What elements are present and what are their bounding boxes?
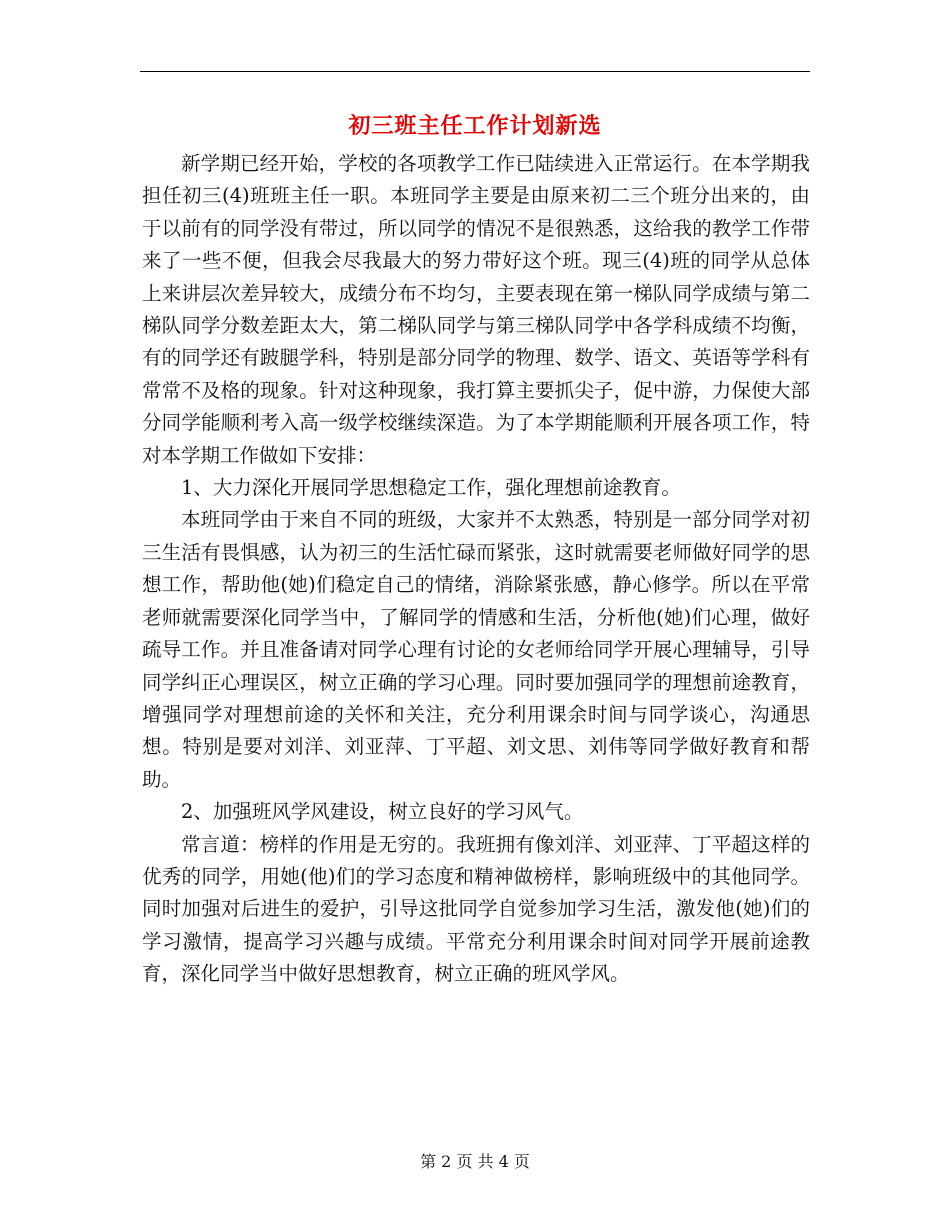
- header-rule: [140, 71, 810, 72]
- paragraph-intro: 新学期已经开始，学校的各项教学工作已陆续进入正常运行。在本学期我担任初三(4)班班主任一职。本班同学主要是由原来初二三个班分出来的，由于以前有的同学没有带过，所以同学的情况不是很熟悉，这给我的教学工作带来了一些不便，但我会尽我最大的努力带好这个班。现三(4)班的同学从总体上来讲层次差异较大，成绩分布不均匀，主要表现在第一梯队同学成绩与第二梯队同学分数差距太大，第二梯队同学与第三梯队同学中各学科成绩不均衡，有的同学还有跛腿学科，特别是部分同学的物理、数学、语文、英语等学科有常常不及格的现象。针对这种现象，我打算主要抓尖子，促中游，力保使大部分同学能顺利考入高一级学校继续深造。为了本学期能顺利开展各项工作，特对本学期工作做如下安排：: [142, 152, 810, 467]
- paragraph-section-1: 本班同学由于来自不同的班级，大家并不太熟悉，特别是一部分同学对初三生活有畏惧感，认为初三的生活忙碌而紧张，这时就需要老师做好同学的思想工作，帮助他(她)们稳定自己的情绪，消除紧张感，静心修学。所以在平常老师就需要深化同学当中，了解同学的情感和生活，分析他(她)们心理，做好疏导工作。并且准备请对同学心理有讨论的女老师给同学开展心理辅导，引导同学纠正心理误区，树立正确的学习心理。同时要加强同学的理想前途教育，增强同学对理想前途的关怀和关注，充分利用课余时间与同学谈心，沟通思想。特别是要对刘洋、刘亚萍、丁平超、刘文思、刘伟等同学做好教育和帮助。: [142, 508, 810, 791]
- document-title: 初三班主任工作计划新选: [348, 113, 602, 139]
- document-body: [142, 148, 810, 991]
- page-number-label: 第 2 页 共 4 页: [420, 1152, 530, 1171]
- page-footer: [140, 1150, 810, 1174]
- section-heading-2: 2、加强班风学风建设，树立良好的学习风气。: [181, 800, 584, 824]
- paragraph-section-2: 常言道：榜样的作用是无穷的。我班拥有像刘洋、刘亚萍、丁平超这样的优秀的同学，用她(他)们的学习态度和精神做榜样，影响班级中的其他同学。同时加强对后进生的爱护，引导这批同学自觉参加学习生活，激发他(她)们的学习激情，提高学习兴趣与成绩。平常充分利用课余时间对同学开展前途教育，深化同学当中做好思想教育，树立正确的班风学风。: [142, 832, 810, 986]
- section-heading-1: 1、大力深化开展同学思想稳定工作，强化理想前途教育。: [181, 476, 681, 500]
